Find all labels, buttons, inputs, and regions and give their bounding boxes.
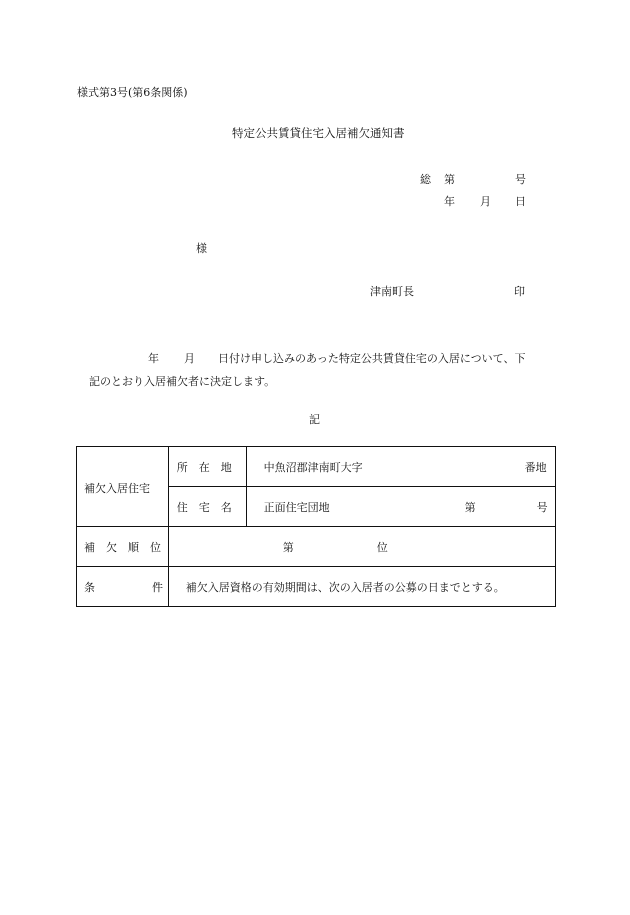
document-title: 特定公共賃貸住宅入居補欠通知書 [232, 126, 405, 140]
name-dai: 第 [464, 501, 476, 514]
table-row [77, 567, 556, 607]
housing-table [76, 446, 556, 607]
housing-label: 補欠入居住宅 [84, 481, 150, 495]
table-row [77, 527, 556, 567]
header-dai: 第 [444, 173, 455, 186]
table-row [77, 447, 556, 487]
form-number: 様式第3号(第6条関係) [77, 86, 188, 99]
body-line1: 日付け申し込みのあった特定公共賃貸住宅の入居について、下 [218, 352, 526, 365]
banchi-label: 番地 [524, 461, 547, 474]
seal-mark: 印 [514, 285, 525, 298]
header-month: 月 [480, 195, 491, 208]
location-label: 所 在 地 [176, 461, 232, 474]
condition-label-1: 条 [84, 581, 95, 594]
name-go: 号 [536, 501, 548, 514]
condition-value: 補欠入居資格の有効期間は、次の入居者の公募の日までとする。 [185, 581, 505, 594]
housing-label-cell [77, 447, 169, 527]
order-i: 位 [376, 541, 388, 554]
header-go: 号 [515, 173, 526, 186]
header-year: 年 [444, 195, 455, 208]
condition-value-cell [168, 567, 555, 607]
body-line2: 記のとおり入居補欠者に決定します。 [89, 375, 276, 388]
order-label-cell [77, 527, 169, 567]
body-year: 年 [148, 352, 159, 365]
condition-label-cell [77, 567, 169, 607]
name-value: 正面住宅団地 [263, 501, 330, 514]
order-value-cell [168, 527, 555, 567]
issuer: 津南町長 [370, 285, 414, 298]
name-label: 住 宅 名 [176, 501, 232, 514]
addressee-suffix: 様 [196, 242, 207, 255]
location-value-cell [246, 447, 555, 487]
condition-label-2: 件 [152, 581, 163, 594]
order-dai: 第 [282, 541, 294, 554]
body-month: 月 [184, 352, 195, 365]
name-label-cell [168, 487, 246, 527]
location-label-cell [168, 447, 246, 487]
order-label: 補 欠 順 位 [84, 541, 161, 554]
location-value: 中魚沼郡津南町大字 [263, 461, 363, 474]
header-day: 日 [515, 195, 526, 208]
ki-heading: 記 [309, 413, 320, 426]
name-value-cell [246, 487, 555, 527]
header-so: 総 [420, 173, 431, 186]
